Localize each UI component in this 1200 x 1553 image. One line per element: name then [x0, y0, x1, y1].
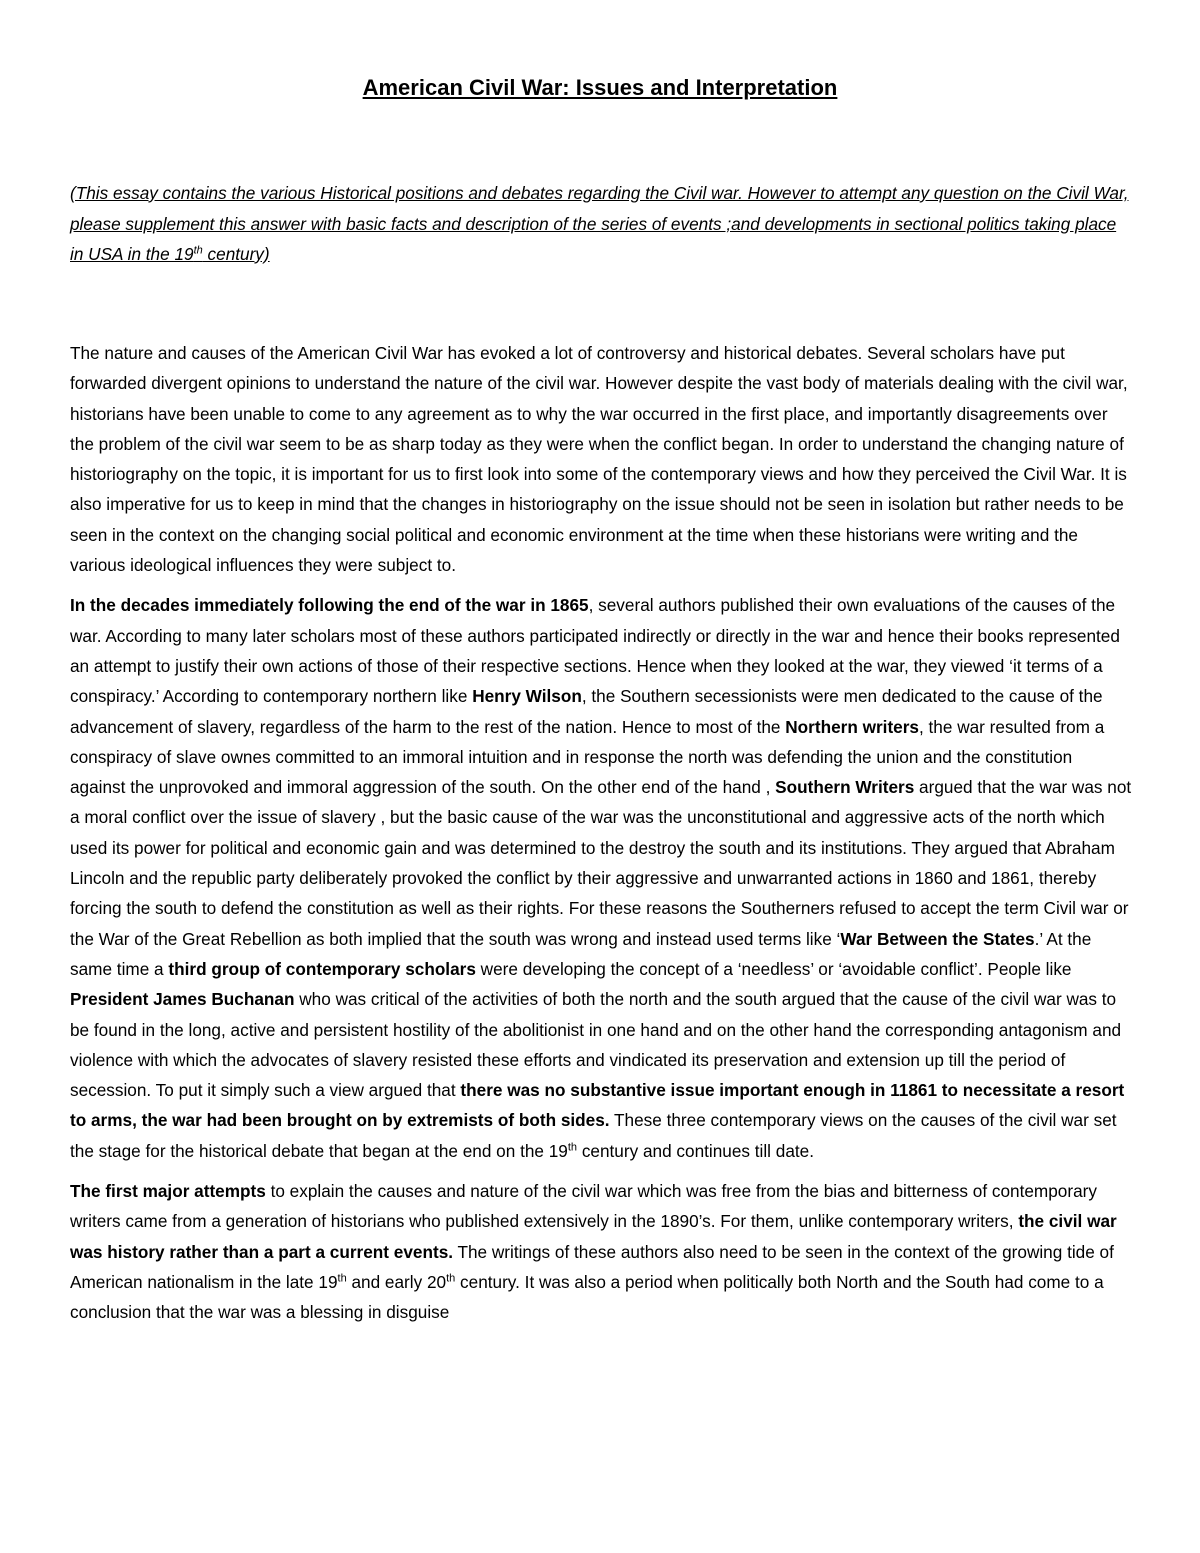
paragraph-text: .’ At the same time a	[70, 928, 1092, 979]
paragraph-text: , several authors published their own evaluations of the causes of the war. According to many later scholars most of these authors participated indirectly or directly in the war and hence their books represented an attempt to justify their own actions of those of their respective sections. Hence when they looked at the war, they viewed ‘it terms of a conspiracy.’ According to contemporary northern like	[70, 595, 1120, 707]
superscript: th	[446, 1272, 456, 1285]
paragraph-text: and early 20	[346, 1271, 447, 1292]
bold-phrase: third group of contemporary scholars	[168, 958, 476, 979]
paragraph-text: The writings of these authors also need to be seen in the context of the growing tide of American nationalism in the late 19	[70, 1241, 1114, 1292]
paragraph-1: The nature and causes of the American Civil War has evoked a lot of controversy and historical debates. Several scholars have put forwarded divergent opinions to understand the nature of the civil war. However despite the vast body of materials dealing with the civil war, historians have been unable to come to any agreement as to why the war occurred in the first place, and importantly disagreements over the problem of the civil war seem to be as sharp today as they were when the conflict began. In order to understand the changing nature of historiography on the topic, it is important for us to first look into some of the contemporary views and how they perceived the Civil War. It is also imperative for us to keep in mind that the changes in historiography on the issue should not be seen in isolation but rather needs to be seen in the context on the changing social political and economic environment at the time when these historians were writing and the various ideological influences they were subject to.	[70, 343, 1128, 576]
paragraph-text: century and continues till date.	[577, 1140, 814, 1161]
paragraph-text: These three contemporary views on the causes of the civil war set the stage for the historical debate that began at the end on the 19	[70, 1110, 1117, 1161]
bold-phrase: the civil war was history rather than a part a current events.	[70, 1211, 1117, 1262]
paragraph-text: were developing the concept of a ‘needless’ or ‘avoidable conflict’. People like	[475, 958, 1072, 979]
paragraph-text: argued that the war was not a moral conflict over the issue of slavery , but the basic cause of the war was the unconstitutional and aggressive acts of the north which used its power for political and economic gain and was determined to the destroy the south and its institutions. They argued that Abraham Lincoln and the republic party deliberately provoked the conflict by their aggressive and unwarranted actions in 1860 and 1861, thereby forcing the south to defend the constitution as well as their rights. For these reasons the Southerners refused to accept the term Civil war or the War of the Great Rebellion as both implied that the south was wrong and instead used terms like ‘	[70, 777, 1132, 949]
bold-phrase: Henry Wilson	[472, 686, 582, 707]
bold-phrase: Northern writers	[785, 716, 919, 737]
essay-body	[70, 338, 1132, 1338]
note-text-end: century)	[202, 244, 270, 264]
superscript: th	[337, 1272, 347, 1285]
paragraph-3	[70, 1176, 1132, 1327]
paragraph-text: , the war resulted from a conspiracy of slave ownes committed to an immoral intuition and in response the north was defending the union and the constitution against the unprovoked and immoral aggression of the south. On the other end of the hand ,	[70, 716, 1105, 798]
page-title: American Civil War: Issues and Interpretation	[362, 75, 838, 100]
bold-phrase: In the decades immediately following the end of the war in 1865	[70, 595, 589, 616]
bold-phrase: there was no substantive issue important enough in 11861 to necessitate a resort to arms, the war had been brought on by extremists of both sides.	[70, 1080, 1125, 1131]
bold-phrase: War Between the States	[840, 928, 1035, 949]
paragraph-text: to explain the causes and nature of the civil war which was free from the bias and bitterness of contemporary writers came from a generation of historians who published extensively in the 1890’s. For them, unlike contemporary writers,	[70, 1181, 1097, 1232]
paragraph-2	[70, 590, 1132, 1166]
bold-phrase: Southern Writers	[775, 777, 915, 798]
editorial-note	[70, 178, 1130, 270]
paragraph-text: , the Southern secessionists were men dedicated to the cause of the advancement of slavery, regardless of the harm to the rest of the nation. Hence to most of the	[70, 686, 1103, 737]
bold-phrase: The first major attempts	[70, 1181, 266, 1202]
note-text: (This essay contains the various Historical positions and debates regarding the Civil war. However to attempt any question on the Civil War, please supplement this answer with basic facts and description of the series of events ;and developments in sectional politics taking place in USA in the 19	[70, 183, 1129, 264]
note-superscript: th	[193, 244, 203, 257]
paragraph-text: who was critical of the activities of both the north and the south argued that the cause of the civil war was to be found in the long, active and persistent hostility of the abolitionist in one hand and on the other hand the corresponding antagonism and violence with which the advocates of slavery resisted these efforts and vindicated its preservation and extension up till the period of secession. To put it simply such a view argued that	[70, 989, 1122, 1101]
paragraph-text: century. It was also a period when politically both North and the South had come to a conclusion that the war was a blessing in disguise	[70, 1271, 1104, 1323]
bold-phrase: President James Buchanan	[70, 989, 295, 1010]
superscript: th	[567, 1140, 578, 1153]
